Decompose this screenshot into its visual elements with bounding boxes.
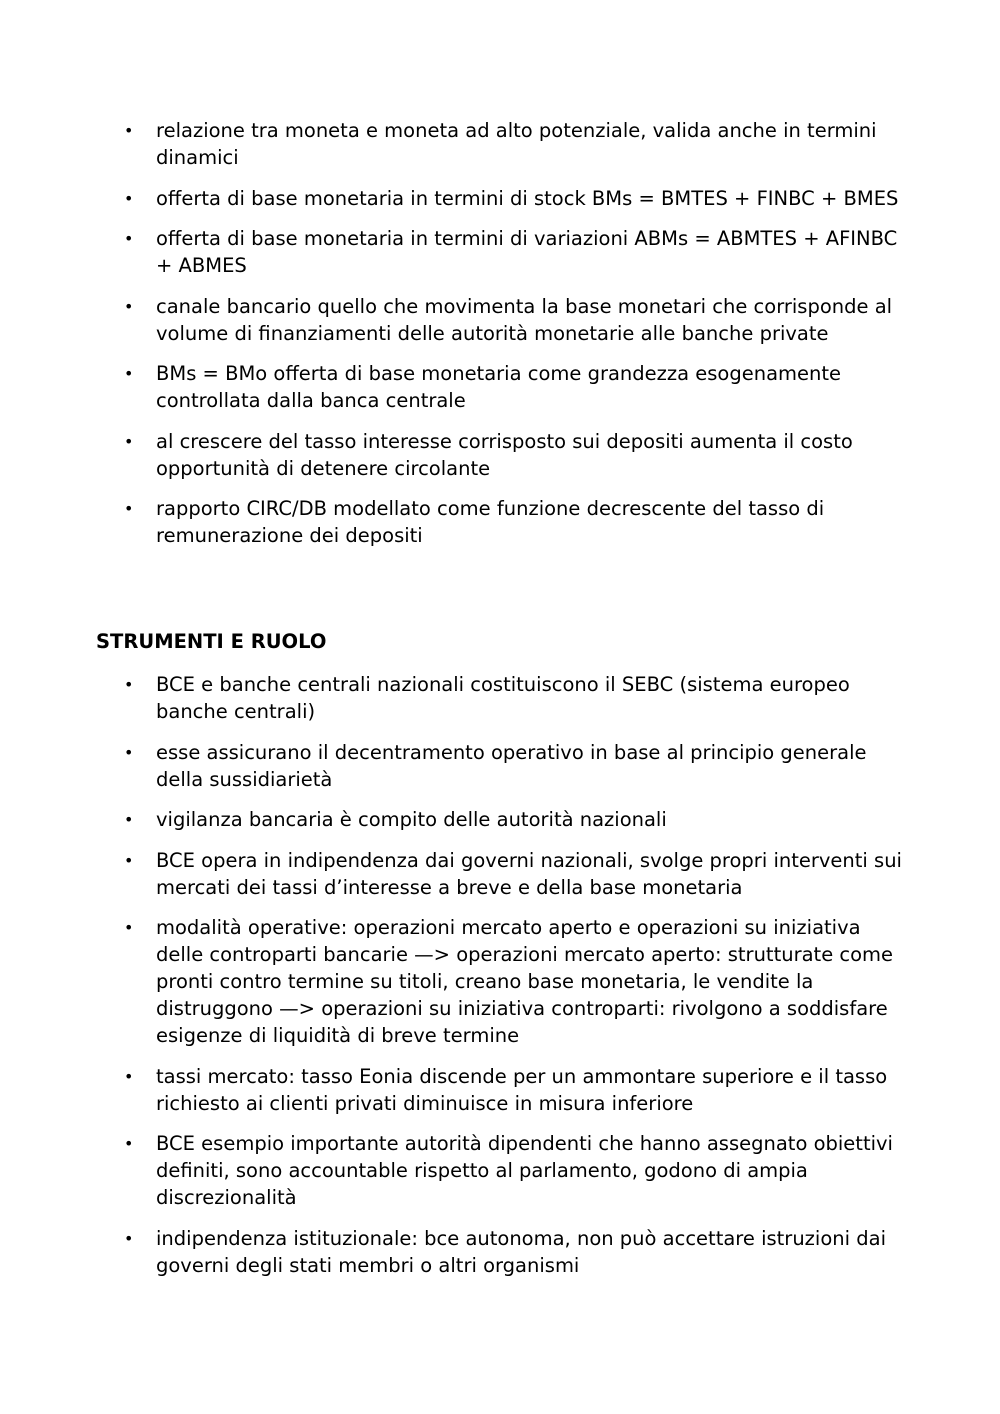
bullet-icon: • <box>124 810 134 829</box>
list-item <box>0 1130 906 1211</box>
list-item <box>0 225 906 279</box>
list-item-text: relazione tra moneta e moneta ad alto potenziale, valida anche in termini dinamici <box>156 119 877 169</box>
list-item <box>0 360 906 414</box>
bullet-icon: • <box>124 499 134 518</box>
list-item <box>0 914 906 1049</box>
list-item <box>0 739 906 793</box>
list-item <box>0 495 906 549</box>
list-item <box>0 1063 906 1117</box>
bullet-icon: • <box>124 1228 134 1248</box>
bullet-icon: • <box>124 675 134 694</box>
list-item <box>0 185 906 212</box>
bullet-icon: • <box>124 229 134 248</box>
list-item-text: modalità operative: operazioni mercato aperto e operazioni su iniziativa delle controparti bancarie —> operazioni mercato aperto: strutturate come pronti contro termine su titoli, creano base monetaria, le vendite la distruggono —> operazioni su iniziativa controparti: rivolgono a soddisfare esigenze di liquidità di breve termine <box>156 916 894 1047</box>
list-item <box>0 847 906 901</box>
bullet-icon: • <box>124 1066 134 1086</box>
list-item <box>0 117 906 171</box>
list-item <box>0 671 906 725</box>
list-item-text: offerta di base monetaria in termini di stock BMs = BMTES + FINBC + BMES <box>156 186 899 210</box>
bullet-icon: • <box>124 121 134 140</box>
list-item-text: indipendenza istituzionale: bce autonoma, non può accettare istruzioni dai governi degli stati membri o altri organismi <box>156 1226 886 1277</box>
list-item-text: tassi mercato: tasso Eonia discende per un ammontare superiore e il tasso richiesto ai clienti privati diminuisce in misura inferiore <box>156 1064 888 1115</box>
list-item-text: offerta di base monetaria in termini di variazioni ABMs = ABMTES + AFINBC + ABMES <box>156 227 898 277</box>
list-item-text: canale bancario quello che movimenta la base monetari che corrisponde al volume di finanziamenti delle autorità monetarie alle banche private <box>156 294 893 345</box>
bullet-icon: • <box>124 431 134 451</box>
list-item-text: BCE esempio importante autorità dipendenti che hanno assegnato obiettivi definiti, sono accountable rispetto al parlamento, godono di ampia discrezionalità <box>156 1132 893 1209</box>
bullet-icon: • <box>124 742 134 762</box>
bullet-icon: • <box>124 188 134 208</box>
list-item-text: esse assicurano il decentramento operativo in base al principio generale della sussidiarietà <box>156 740 867 791</box>
list-item-text: BCE opera in indipendenza dai governi nazionali, svolge propri interventi sui mercati dei tassi d’interesse a breve e della base monetaria <box>156 848 902 899</box>
list-item-text: BMs = BMo offerta di base monetaria come grandezza esogenamente controllata dalla banca centrale <box>156 362 842 412</box>
bullet-icon: • <box>124 850 134 870</box>
bullet-icon: • <box>124 364 134 383</box>
list-item-text: rapporto CIRC/DB modellato come funzione decrescente del tasso di remunerazione dei depositi <box>156 497 825 547</box>
bullet-list-instruments <box>0 671 1000 1292</box>
list-item-text: BCE e banche centrali nazionali costituiscono il SEBC (sistema europeo banche centrali) <box>156 673 850 723</box>
bullet-list-monetary-base <box>0 117 1000 563</box>
bullet-icon: • <box>124 296 134 316</box>
list-item-text: vigilanza bancaria è compito delle autorità nazionali <box>156 808 667 831</box>
list-item <box>0 1225 906 1279</box>
list-item <box>0 293 906 347</box>
bullet-icon: • <box>124 1134 134 1153</box>
list-item <box>0 428 906 482</box>
list-item <box>0 806 906 833</box>
list-item-text: al crescere del tasso interesse corrisposto sui depositi aumenta il costo opportunità di detenere circolante <box>156 429 853 480</box>
section-heading: STRUMENTI E RUOLO <box>96 630 327 653</box>
bullet-icon: • <box>124 918 134 937</box>
